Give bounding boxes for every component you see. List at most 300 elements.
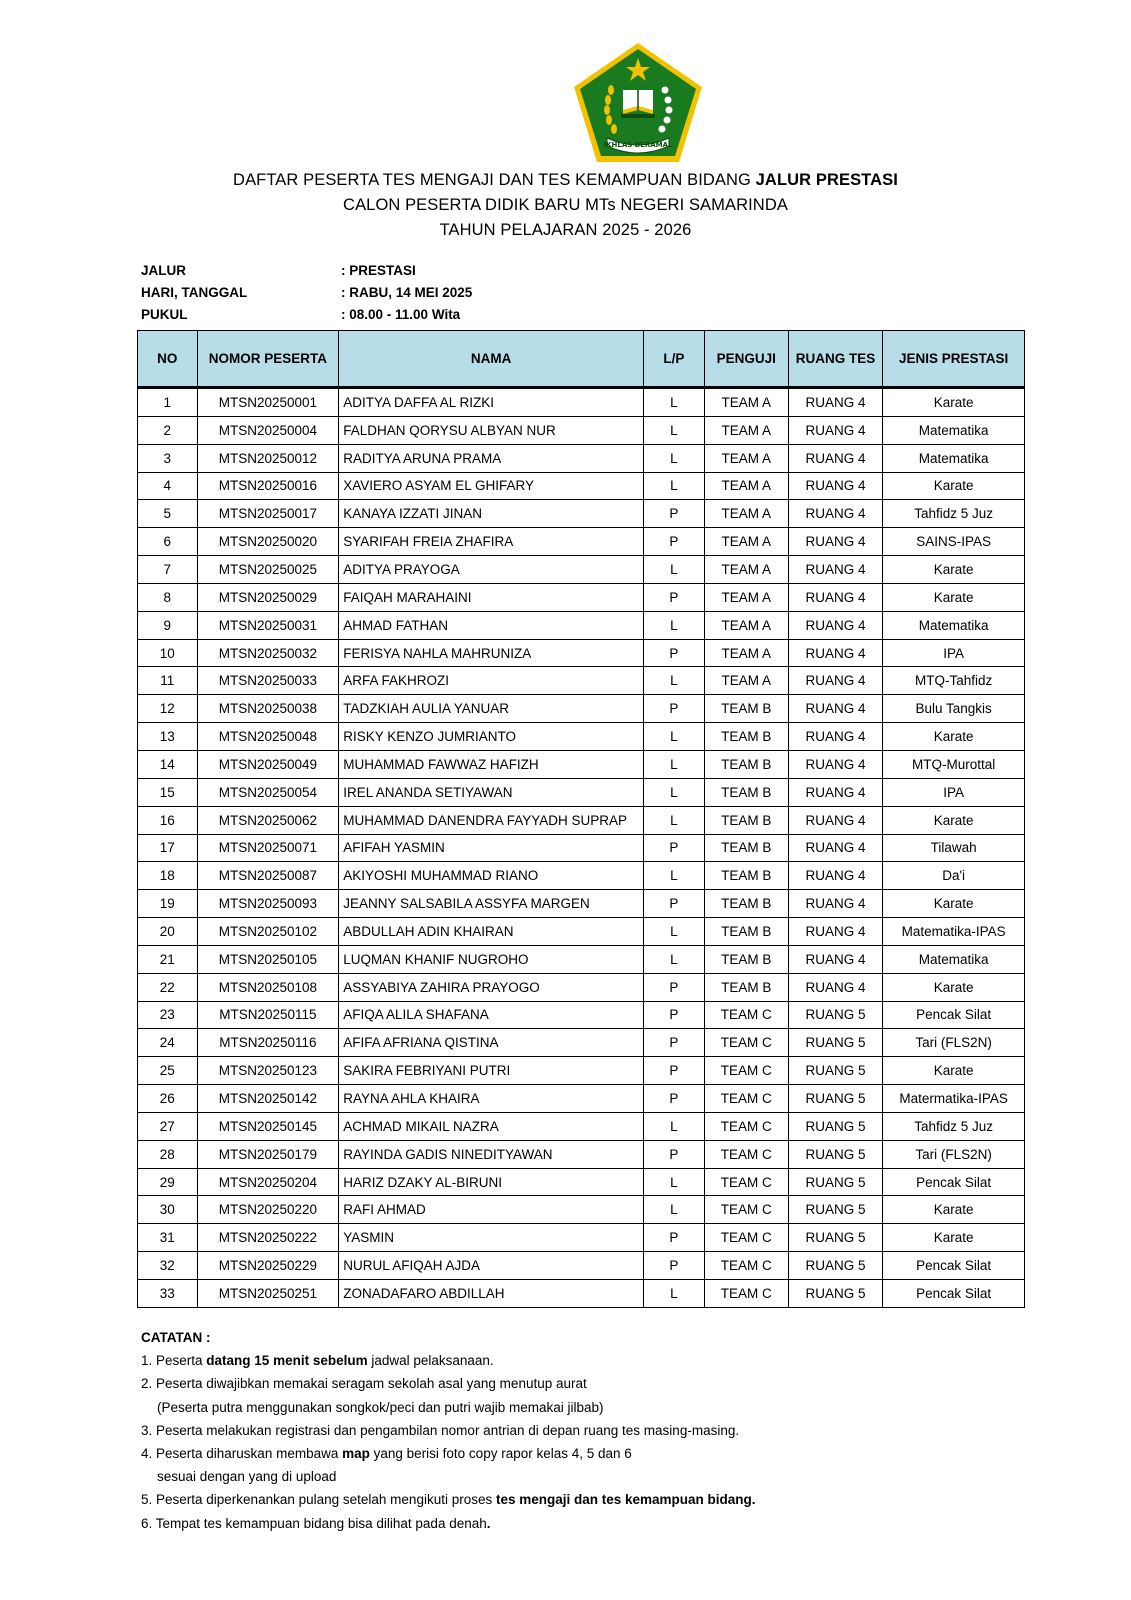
table-cell: AKIYOSHI MUHAMMAD RIANO: [339, 862, 644, 890]
table-cell: RUANG 4: [788, 639, 882, 667]
table-cell: RUANG 5: [788, 1001, 882, 1029]
column-header: NO: [138, 331, 198, 388]
table-cell: Tahfidz 5 Juz: [883, 1112, 1025, 1140]
table-cell: TEAM B: [704, 862, 788, 890]
table-cell: Karate: [883, 1224, 1025, 1252]
note-text: 6. Tempat tes kemampuan bidang bisa dilihat pada denah: [141, 1515, 487, 1531]
table-cell: L: [644, 556, 705, 584]
table-cell: 28: [138, 1140, 198, 1168]
table-cell: TEAM C: [704, 1029, 788, 1057]
table-cell: ACHMAD MIKAIL NAZRA: [339, 1112, 644, 1140]
table-cell: RUANG 4: [788, 667, 882, 695]
table-cell: RUANG 4: [788, 528, 882, 556]
table-cell: RAYNA AHLA KHAIRA: [339, 1085, 644, 1113]
table-cell: RUANG 4: [788, 750, 882, 778]
table-cell: LUQMAN KHANIF NUGROHO: [339, 945, 644, 973]
table-cell: RUANG 5: [788, 1057, 882, 1085]
table-cell: MTSN20250049: [197, 750, 339, 778]
table-cell: ZONADAFARO ABDILLAH: [339, 1280, 644, 1308]
table-cell: TEAM B: [704, 834, 788, 862]
table-row: [138, 611, 1025, 639]
table-cell: MTSN20250038: [197, 695, 339, 723]
table-cell: P: [644, 695, 705, 723]
table-cell: P: [644, 1140, 705, 1168]
note-1: [141, 1349, 756, 1372]
column-header: JENIS PRESTASI: [883, 331, 1025, 388]
table-cell: 18: [138, 862, 198, 890]
table-cell: MTSN20250108: [197, 973, 339, 1001]
document-title: [0, 168, 1131, 243]
table-row: [138, 1168, 1025, 1196]
table-cell: RUANG 4: [788, 611, 882, 639]
table-cell: HARIZ DZAKY AL-BIRUNI: [339, 1168, 644, 1196]
table-cell: RAFI AHMAD: [339, 1196, 644, 1224]
table-cell: RUANG 4: [788, 778, 882, 806]
table-cell: L: [644, 1280, 705, 1308]
table-cell: L: [644, 444, 705, 472]
column-header: RUANG TES: [788, 331, 882, 388]
table-cell: MTSN20250102: [197, 918, 339, 946]
table-cell: Tari (FLS2N): [883, 1140, 1025, 1168]
table-cell: P: [644, 1001, 705, 1029]
table-cell: Tari (FLS2N): [883, 1029, 1025, 1057]
table-cell: FALDHAN QORYSU ALBYAN NUR: [339, 416, 644, 444]
title-line-1-bold: JALUR PRESTASI: [755, 171, 898, 189]
table-cell: RUANG 5: [788, 1224, 882, 1252]
table-cell: Pencak Silat: [883, 1280, 1025, 1308]
table-cell: MTSN20250017: [197, 500, 339, 528]
table-cell: IPA: [883, 778, 1025, 806]
table-cell: P: [644, 890, 705, 918]
table-cell: L: [644, 388, 705, 417]
table-cell: Pencak Silat: [883, 1168, 1025, 1196]
info-value: : 08.00 - 11.00 Wita: [341, 307, 461, 322]
table-cell: RUANG 5: [788, 1196, 882, 1224]
table-header-row: [138, 331, 1025, 388]
notes-section: [141, 1326, 756, 1535]
table-row: [138, 1085, 1025, 1113]
table-cell: SAKIRA FEBRIYANI PUTRI: [339, 1057, 644, 1085]
table-row: [138, 723, 1025, 751]
table-cell: RUANG 5: [788, 1112, 882, 1140]
note-text: jadwal pelaksanaan.: [367, 1353, 494, 1369]
table-cell: KANAYA IZZATI JINAN: [339, 500, 644, 528]
table-cell: RUANG 5: [788, 1252, 882, 1280]
table-row: [138, 1001, 1025, 1029]
table-row: [138, 862, 1025, 890]
note-6: [141, 1512, 756, 1535]
table-cell: Matematika-IPAS: [883, 918, 1025, 946]
table-cell: L: [644, 918, 705, 946]
table-cell: P: [644, 583, 705, 611]
table-cell: RUANG 4: [788, 890, 882, 918]
table-cell: MTQ-Murottal: [883, 750, 1025, 778]
table-row: [138, 1140, 1025, 1168]
table-cell: TEAM C: [704, 1280, 788, 1308]
table-cell: TEAM B: [704, 695, 788, 723]
table-row: [138, 750, 1025, 778]
title-line-3: TAHUN PELAJARAN 2025 - 2026: [439, 221, 692, 239]
table-cell: RISKY KENZO JUMRIANTO: [339, 723, 644, 751]
table-cell: L: [644, 806, 705, 834]
table-cell: IREL ANANDA SETIYAWAN: [339, 778, 644, 806]
table-cell: Matermatika-IPAS: [883, 1085, 1025, 1113]
table-cell: P: [644, 1029, 705, 1057]
table-cell: MTSN20250251: [197, 1280, 339, 1308]
table-cell: RAYINDA GADIS NINEDITYAWAN: [339, 1140, 644, 1168]
table-cell: TEAM A: [704, 500, 788, 528]
column-header: NAMA: [339, 331, 644, 388]
table-cell: L: [644, 1196, 705, 1224]
table-cell: L: [644, 862, 705, 890]
table-cell: RUANG 4: [788, 472, 882, 500]
table-cell: Karate: [883, 556, 1025, 584]
table-row: [138, 806, 1025, 834]
table-cell: ADITYA PRAYOGA: [339, 556, 644, 584]
note-text: 1. Peserta: [141, 1353, 207, 1369]
table-row: [138, 778, 1025, 806]
table-cell: MTSN20250087: [197, 862, 339, 890]
note-2-detail: (Peserta putra menggunakan songkok/peci dan putri wajib memakai jilbab): [157, 1399, 604, 1415]
table-cell: 6: [138, 528, 198, 556]
table-cell: TADZKIAH AULIA YANUAR: [339, 695, 644, 723]
table-cell: TEAM B: [704, 918, 788, 946]
table-cell: 3: [138, 444, 198, 472]
table-cell: MTSN20250116: [197, 1029, 339, 1057]
table-cell: MTSN20250062: [197, 806, 339, 834]
table-cell: TEAM A: [704, 472, 788, 500]
table-cell: 19: [138, 890, 198, 918]
table-cell: 11: [138, 667, 198, 695]
table-cell: MUHAMMAD DANENDRA FAYYADH SUPRAP: [339, 806, 644, 834]
table-cell: 29: [138, 1168, 198, 1196]
table-cell: RUANG 5: [788, 1140, 882, 1168]
table-row: [138, 583, 1025, 611]
column-header: PENGUJI: [704, 331, 788, 388]
table-body: [138, 388, 1025, 1308]
table-cell: MTSN20250001: [197, 388, 339, 417]
table-row: [138, 890, 1025, 918]
table-cell: TEAM A: [704, 611, 788, 639]
table-cell: L: [644, 945, 705, 973]
table-cell: L: [644, 1168, 705, 1196]
table-cell: P: [644, 1057, 705, 1085]
table-row: [138, 667, 1025, 695]
table-cell: MTSN20250031: [197, 611, 339, 639]
table-cell: RADITYA ARUNA PRAMA: [339, 444, 644, 472]
table-cell: MTSN20250012: [197, 444, 339, 472]
table-cell: TEAM A: [704, 528, 788, 556]
table-cell: 14: [138, 750, 198, 778]
participant-table: [137, 330, 1025, 1308]
note-bold: tes mengaji dan tes kemampuan bidang.: [495, 1492, 756, 1508]
table-cell: MTSN20250071: [197, 834, 339, 862]
table-cell: RUANG 5: [788, 1085, 882, 1113]
table-cell: 13: [138, 723, 198, 751]
note-bold: datang 15 menit sebelum: [206, 1353, 368, 1369]
table-cell: TEAM C: [704, 1140, 788, 1168]
table-cell: MTSN20250123: [197, 1057, 339, 1085]
table-row: [138, 973, 1025, 1001]
table-row: [138, 945, 1025, 973]
table-cell: RUANG 4: [788, 806, 882, 834]
table-cell: L: [644, 750, 705, 778]
table-row: [138, 416, 1025, 444]
table-cell: L: [644, 778, 705, 806]
table-cell: RUANG 4: [788, 388, 882, 417]
table-cell: MTSN20250220: [197, 1196, 339, 1224]
table-cell: Matematika: [883, 416, 1025, 444]
kemenag-logo: [569, 40, 707, 166]
table-cell: Karate: [883, 890, 1025, 918]
table-row: [138, 556, 1025, 584]
table-row: [138, 1196, 1025, 1224]
table-cell: 23: [138, 1001, 198, 1029]
table-cell: MTSN20250093: [197, 890, 339, 918]
table-cell: MTSN20250054: [197, 778, 339, 806]
info-label: PUKUL: [141, 307, 188, 322]
note-text: yang berisi foto copy rapor kelas 4, 5 dan 6: [369, 1446, 632, 1462]
table-row: [138, 444, 1025, 472]
table-cell: NURUL AFIQAH AJDA: [339, 1252, 644, 1280]
table-cell: Karate: [883, 806, 1025, 834]
table-cell: TEAM C: [704, 1224, 788, 1252]
table-cell: TEAM C: [704, 1168, 788, 1196]
table-cell: TEAM C: [704, 1112, 788, 1140]
table-cell: TEAM A: [704, 416, 788, 444]
table-cell: RUANG 4: [788, 945, 882, 973]
table-cell: P: [644, 639, 705, 667]
table-cell: ADITYA DAFFA AL RIZKI: [339, 388, 644, 417]
table-cell: P: [644, 1085, 705, 1113]
table-cell: 17: [138, 834, 198, 862]
info-label: JALUR: [141, 263, 187, 278]
table-cell: FERISYA NAHLA MAHRUNIZA: [339, 639, 644, 667]
table-cell: SYARIFAH FREIA ZHAFIRA: [339, 528, 644, 556]
table-cell: TEAM A: [704, 556, 788, 584]
table-cell: ABDULLAH ADIN KHAIRAN: [339, 918, 644, 946]
table-row: [138, 1252, 1025, 1280]
table-row: [138, 388, 1025, 417]
table-cell: ARFA FAKHROZI: [339, 667, 644, 695]
table-cell: MTSN20250229: [197, 1252, 339, 1280]
table-cell: Bulu Tangkis: [883, 695, 1025, 723]
note-3: 3. Peserta melakukan registrasi dan pengambilan nomor antrian di depan ruang tes masing-masing.: [141, 1422, 740, 1438]
table-cell: P: [644, 1252, 705, 1280]
table-cell: MTSN20250016: [197, 472, 339, 500]
table-cell: MTSN20250142: [197, 1085, 339, 1113]
table-cell: 4: [138, 472, 198, 500]
table-cell: 22: [138, 973, 198, 1001]
table-cell: MTSN20250145: [197, 1112, 339, 1140]
table-cell: Tilawah: [883, 834, 1025, 862]
table-cell: TEAM C: [704, 1085, 788, 1113]
info-value: : RABU, 14 MEI 2025: [341, 285, 473, 300]
table-cell: TEAM A: [704, 583, 788, 611]
note-bold: map: [342, 1446, 370, 1462]
note-5: [141, 1488, 756, 1511]
table-cell: Pencak Silat: [883, 1001, 1025, 1029]
table-cell: 8: [138, 583, 198, 611]
table-cell: Karate: [883, 388, 1025, 417]
logo-motto: IKHLAS BERAMAL: [603, 141, 673, 149]
table-cell: RUANG 4: [788, 834, 882, 862]
table-row: [138, 834, 1025, 862]
table-row: [138, 639, 1025, 667]
table-cell: RUANG 4: [788, 444, 882, 472]
table-cell: L: [644, 472, 705, 500]
table-cell: Matematika: [883, 611, 1025, 639]
table-cell: TEAM A: [704, 388, 788, 417]
table-cell: Karate: [883, 723, 1025, 751]
table-cell: MTSN20250179: [197, 1140, 339, 1168]
table-cell: P: [644, 528, 705, 556]
table-cell: Karate: [883, 1057, 1025, 1085]
table-cell: MTSN20250222: [197, 1224, 339, 1252]
table-cell: AHMAD FATHAN: [339, 611, 644, 639]
table-cell: 26: [138, 1085, 198, 1113]
table-cell: TEAM A: [704, 639, 788, 667]
table-cell: AFIFA AFRIANA QISTINA: [339, 1029, 644, 1057]
table-cell: P: [644, 834, 705, 862]
table-cell: MTSN20250105: [197, 945, 339, 973]
table-cell: 10: [138, 639, 198, 667]
table-cell: MUHAMMAD FAWWAZ HAFIZH: [339, 750, 644, 778]
table-cell: L: [644, 667, 705, 695]
table-cell: RUANG 4: [788, 416, 882, 444]
table-cell: RUANG 4: [788, 723, 882, 751]
table-cell: Karate: [883, 1196, 1025, 1224]
info-row-pukul: [141, 304, 741, 326]
table-cell: 12: [138, 695, 198, 723]
table-cell: 30: [138, 1196, 198, 1224]
table-cell: RUANG 4: [788, 695, 882, 723]
table-cell: YASMIN: [339, 1224, 644, 1252]
table-cell: L: [644, 1112, 705, 1140]
table-cell: AFIFAH YASMIN: [339, 834, 644, 862]
table-cell: MTSN20250025: [197, 556, 339, 584]
table-cell: 27: [138, 1112, 198, 1140]
info-label: HARI, TANGGAL: [141, 285, 248, 300]
table-cell: P: [644, 500, 705, 528]
table-cell: SAINS-IPAS: [883, 528, 1025, 556]
table-row: [138, 1057, 1025, 1085]
table-cell: IPA: [883, 639, 1025, 667]
info-row-tanggal: [141, 282, 741, 304]
table-cell: 9: [138, 611, 198, 639]
table-cell: TEAM C: [704, 1001, 788, 1029]
title-line-2: CALON PESERTA DIDIK BARU MTs NEGERI SAMARINDA: [343, 196, 788, 214]
table-cell: Karate: [883, 472, 1025, 500]
table-cell: TEAM B: [704, 750, 788, 778]
table-cell: L: [644, 611, 705, 639]
table-cell: Tahfidz 5 Juz: [883, 500, 1025, 528]
table-cell: 32: [138, 1252, 198, 1280]
table-cell: JEANNY SALSABILA ASSYFA MARGEN: [339, 890, 644, 918]
table-cell: P: [644, 973, 705, 1001]
table-cell: Karate: [883, 973, 1025, 1001]
table-row: [138, 528, 1025, 556]
table-cell: TEAM A: [704, 444, 788, 472]
table-cell: RUANG 5: [788, 1280, 882, 1308]
table-cell: FAIQAH MARAHAINI: [339, 583, 644, 611]
note-4-detail: sesuai dengan yang di upload: [157, 1469, 337, 1485]
table-row: [138, 695, 1025, 723]
note-4: [141, 1442, 756, 1465]
table-cell: RUANG 4: [788, 500, 882, 528]
table-cell: 25: [138, 1057, 198, 1085]
column-header: L/P: [644, 331, 705, 388]
table-cell: 24: [138, 1029, 198, 1057]
table-row: [138, 1112, 1025, 1140]
table-cell: TEAM C: [704, 1252, 788, 1280]
table-cell: Da'i: [883, 862, 1025, 890]
table-cell: RUANG 5: [788, 1029, 882, 1057]
note-bold: .: [486, 1515, 491, 1531]
table-cell: L: [644, 416, 705, 444]
table-row: [138, 1224, 1025, 1252]
table-cell: MTSN20250032: [197, 639, 339, 667]
table-cell: RUANG 4: [788, 973, 882, 1001]
table-row: [138, 472, 1025, 500]
table-cell: 16: [138, 806, 198, 834]
table-cell: 21: [138, 945, 198, 973]
info-value: : PRESTASI: [341, 263, 416, 278]
table-cell: TEAM B: [704, 890, 788, 918]
table-cell: 33: [138, 1280, 198, 1308]
table-cell: MTSN20250029: [197, 583, 339, 611]
table-cell: MTSN20250115: [197, 1001, 339, 1029]
table-cell: TEAM B: [704, 778, 788, 806]
table-row: [138, 1029, 1025, 1057]
table-cell: MTSN20250033: [197, 667, 339, 695]
table-cell: RUANG 4: [788, 862, 882, 890]
table-cell: 1: [138, 388, 198, 417]
note-text: 5. Peserta diperkenankan pulang setelah mengikuti proses: [141, 1492, 496, 1508]
table-cell: Matematika: [883, 945, 1025, 973]
title-line-1-text: DAFTAR PESERTA TES MENGAJI DAN TES KEMAMPUAN BIDANG: [233, 171, 756, 189]
table-cell: RUANG 4: [788, 556, 882, 584]
table-cell: RUANG 4: [788, 583, 882, 611]
table-cell: TEAM B: [704, 723, 788, 751]
table-cell: Matematika: [883, 444, 1025, 472]
table-cell: 2: [138, 416, 198, 444]
table-cell: XAVIERO ASYAM EL GHIFARY: [339, 472, 644, 500]
table-cell: RUANG 5: [788, 1168, 882, 1196]
table-cell: ASSYABIYA ZAHIRA PRAYOGO: [339, 973, 644, 1001]
table-cell: Karate: [883, 583, 1025, 611]
table-cell: L: [644, 723, 705, 751]
table-cell: TEAM C: [704, 1196, 788, 1224]
table-cell: MTSN20250004: [197, 416, 339, 444]
table-cell: TEAM B: [704, 945, 788, 973]
table-cell: TEAM B: [704, 806, 788, 834]
table-cell: TEAM B: [704, 973, 788, 1001]
exam-info: [141, 260, 741, 326]
table-cell: 20: [138, 918, 198, 946]
column-header: NOMOR PESERTA: [197, 331, 339, 388]
table-cell: MTSN20250204: [197, 1168, 339, 1196]
table-row: [138, 500, 1025, 528]
info-row-jalur: [141, 260, 741, 282]
table-cell: TEAM C: [704, 1057, 788, 1085]
table-cell: 31: [138, 1224, 198, 1252]
note-2: 2. Peserta diwajibkan memakai seragam sekolah asal yang menutup aurat: [141, 1376, 587, 1392]
table-row: [138, 1280, 1025, 1308]
note-text: 4. Peserta diharuskan membawa: [141, 1446, 343, 1462]
table-cell: Pencak Silat: [883, 1252, 1025, 1280]
table-cell: 15: [138, 778, 198, 806]
